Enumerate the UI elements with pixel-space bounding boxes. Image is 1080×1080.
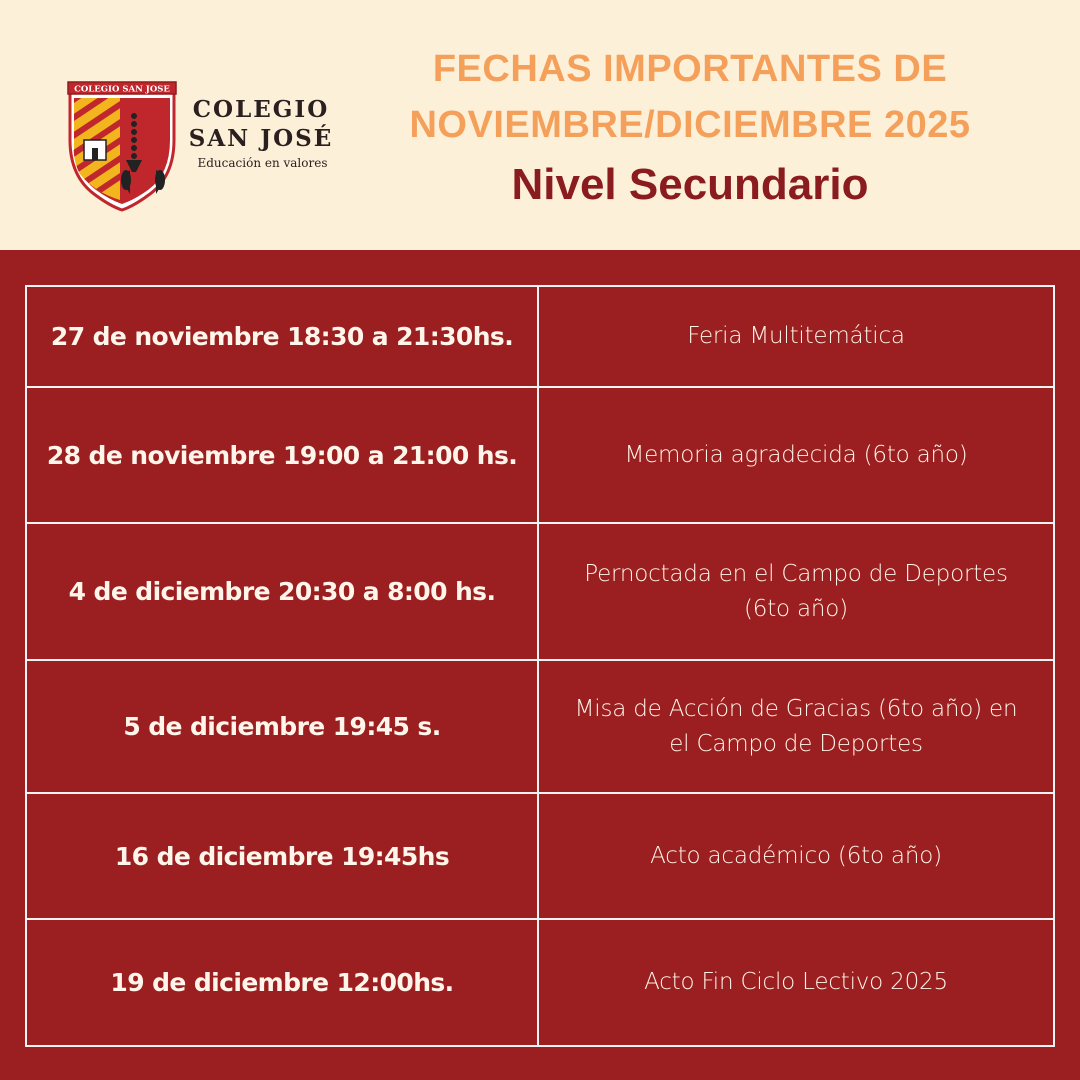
school-name-line2: SAN JOSÉ: [188, 125, 334, 152]
page-title-line1: FECHAS IMPORTANTES DE: [432, 48, 948, 90]
events-table: [25, 285, 1055, 1047]
table-row: [27, 287, 1053, 386]
table-row: [27, 661, 1053, 792]
event-date: 28 de noviembre 19:00 a 21:00 hs.: [27, 388, 539, 522]
table-row: [27, 388, 1053, 522]
school-name-line1: COLEGIO: [192, 96, 330, 123]
table-row: [27, 920, 1053, 1045]
event-description: Memoria agradecida (6to año): [624, 441, 968, 468]
event-date: 19 de diciembre 12:00hs.: [27, 920, 539, 1045]
event-date: 5 de diciembre 19:45 s.: [27, 661, 539, 792]
table-row: [27, 794, 1053, 918]
event-description: Pernoctada en el Campo de Deportes (6to año): [584, 560, 1008, 622]
event-date: 4 de diciembre 20:30 a 8:00 hs.: [27, 524, 539, 659]
event-date: 27 de noviembre 18:30 a 21:30hs.: [27, 287, 539, 386]
event-description: Feria Multitemática: [687, 323, 905, 349]
school-crest-logo: [64, 76, 180, 212]
event-description: Acto académico (6to año): [650, 842, 942, 869]
school-tagline: Educación en valores: [197, 156, 328, 170]
school-name-block: [186, 95, 345, 170]
page-title-line2: NOVIEMBRE/DICIEMBRE 2025: [409, 104, 971, 146]
table-row: [27, 524, 1053, 659]
header: [0, 0, 1080, 250]
event-date: 16 de diciembre 19:45hs: [27, 794, 539, 918]
crest-badge-text: COLEGIO SAN JOSE: [74, 84, 170, 95]
event-description: Acto Fin Ciclo Lectivo 2025: [644, 969, 948, 995]
event-description: Misa de Acción de Gracias (6to año) en el Campo de Deportes: [574, 695, 1018, 757]
page-subtitle: Nivel Secundario: [511, 160, 869, 209]
